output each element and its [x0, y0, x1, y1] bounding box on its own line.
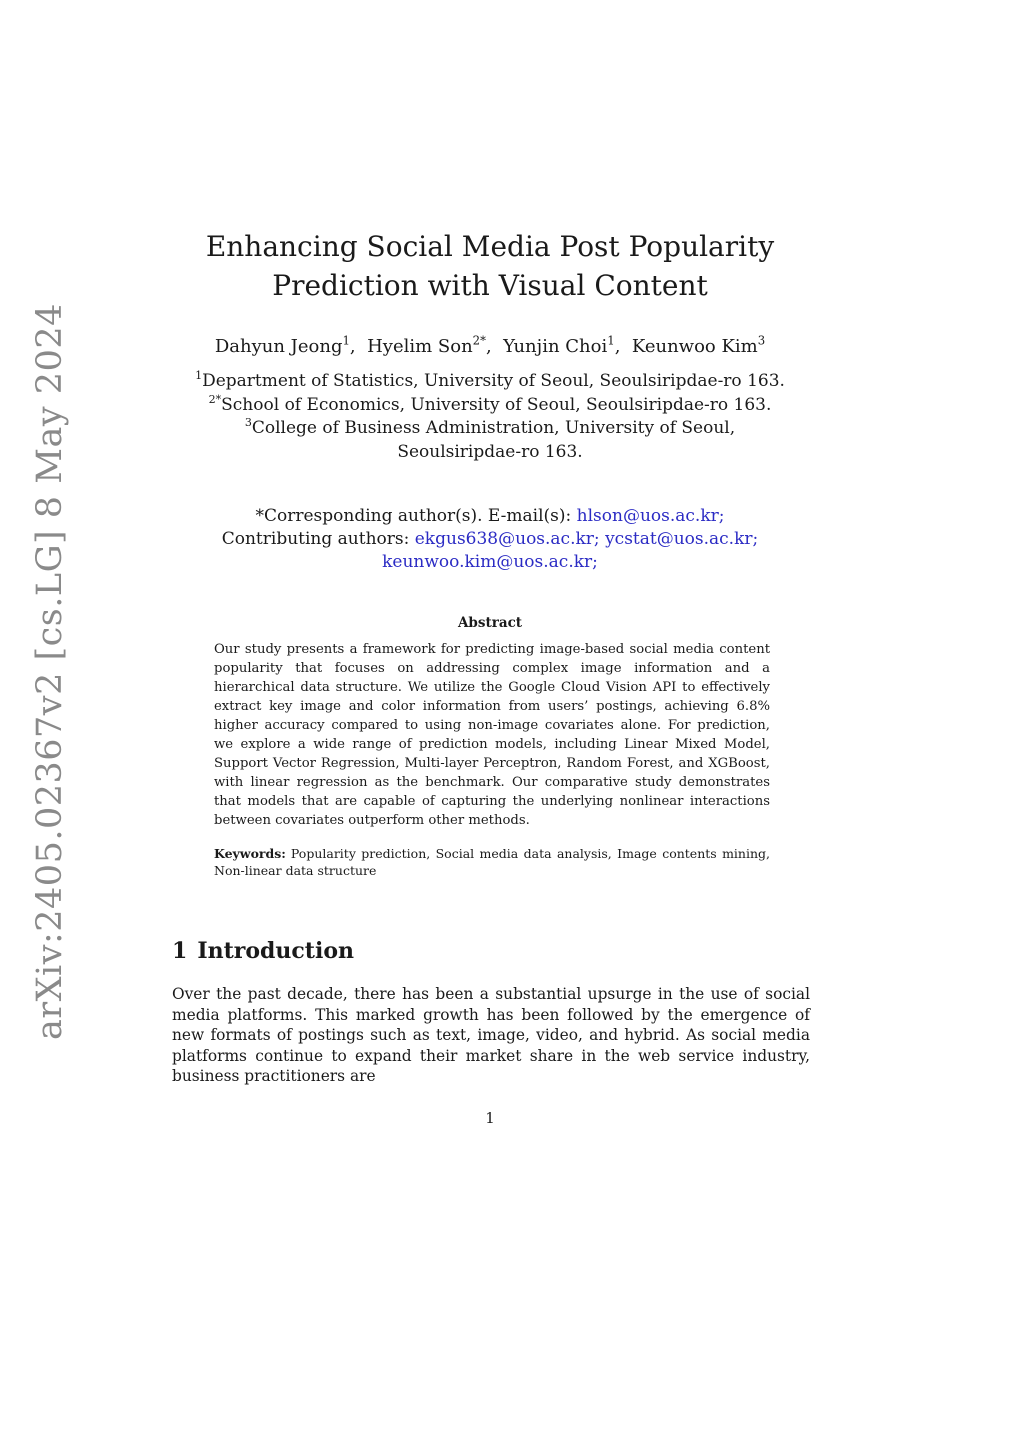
- arxiv-identifier-stamp: arXiv:2405.02367v2 [cs.LG] 8 May 2024: [30, 303, 70, 1040]
- affiliation-mark: 3: [244, 415, 252, 429]
- affiliation-line: [170, 394, 810, 418]
- author-name: Hyelim Son: [367, 336, 473, 357]
- contributing-email-link[interactable]: keunwoo.kim@uos.ac.kr;: [382, 552, 598, 572]
- section-number: 1: [172, 938, 188, 964]
- section-heading-introduction: [172, 938, 354, 964]
- contributing-authors-line-2: [170, 551, 810, 574]
- affiliation-mark: 2*: [208, 392, 222, 406]
- correspondence-block: [170, 505, 810, 574]
- paper-title: [170, 227, 810, 305]
- section-title: Introduction: [197, 938, 354, 964]
- keywords-label: Keywords:: [214, 846, 286, 861]
- affiliation-line: [170, 370, 810, 394]
- affiliation-line: [170, 417, 810, 441]
- corresponding-author-line: [170, 505, 810, 528]
- contributing-authors-line: [170, 528, 810, 551]
- contributing-email-link[interactable]: ycstat@uos.ac.kr;: [605, 529, 759, 549]
- abstract-body: Our study presents a framework for predicting image-based social media content popularity that focuses on addressing complex image information and a hierarchical data structure. We utilize the Google Cloud Vision API to effectively extract key image and color information from users’ postings, achieving 6.8% higher accuracy compared to using non-image covariates alone. For prediction, we explore a wide range of prediction models, including Linear Mixed Model, Support Vector Regression, Multi-layer Perceptron, Random Forest, and XGBoost, with linear regression as the benchmark. Our comparative study demonstrates that models that are capable of capturing the underlying nonlinear interactions between covariates outperform other methods.: [214, 642, 770, 828]
- affiliation-text: Seoulsiripdae-ro 163.: [397, 441, 583, 462]
- author-affiliation-mark: 3: [757, 333, 766, 348]
- affiliation-line: [170, 441, 810, 465]
- affiliation-text: College of Business Administration, University of Seoul,: [251, 418, 736, 438]
- affiliation-list: [170, 370, 810, 464]
- page-number: 1: [485, 1109, 495, 1127]
- title-line-2: Prediction with Visual Content: [272, 269, 708, 302]
- author-name: Yunjin Choi: [503, 336, 608, 357]
- corresponding-label: *Corresponding author(s). E-mail(s):: [255, 506, 572, 526]
- author-affiliation-mark: 1: [607, 333, 615, 348]
- corresponding-email-link[interactable]: hlson@uos.ac.kr;: [576, 506, 725, 526]
- contributing-label: Contributing authors:: [221, 529, 410, 549]
- abstract-heading: Abstract: [457, 615, 523, 631]
- author-name: Keunwoo Kim: [631, 336, 758, 357]
- affiliation-text: School of Economics, University of Seoul, Seoulsiripdae-ro 163.: [221, 394, 772, 415]
- keywords-text: Popularity prediction, Social media data analysis, Image contents mining, Non-linear data structure: [214, 846, 770, 878]
- introduction-paragraph: Over the past decade, there has been a substantial upsurge in the use of social media platforms. This marked growth has been followed by the emergence of new formats of postings such as text, image, video, and hybrid. As social media platforms continue to expand their market share in the web service industry, business practitioners are: [172, 985, 810, 1085]
- author-name: Dahyun Jeong: [214, 336, 343, 357]
- title-line-1: Enhancing Social Media Post Popularity: [205, 230, 775, 263]
- keywords-block: [214, 845, 770, 879]
- author-affiliation-mark: 2*: [472, 333, 486, 348]
- author-affiliation-mark: 1: [342, 333, 350, 348]
- affiliation-mark: 1: [195, 368, 203, 382]
- contributing-email-link[interactable]: ekgus638@uos.ac.kr;: [414, 529, 600, 549]
- author-list: Dahyun Jeong$^1$, Hyelim Son$^{2*}$, Yunjin Choi$^1$, Keunwoo Kim$^3$: [214, 333, 766, 357]
- affiliation-text: Department of Statistics, University of Seoul, Seoulsiripdae-ro 163.: [202, 371, 785, 391]
